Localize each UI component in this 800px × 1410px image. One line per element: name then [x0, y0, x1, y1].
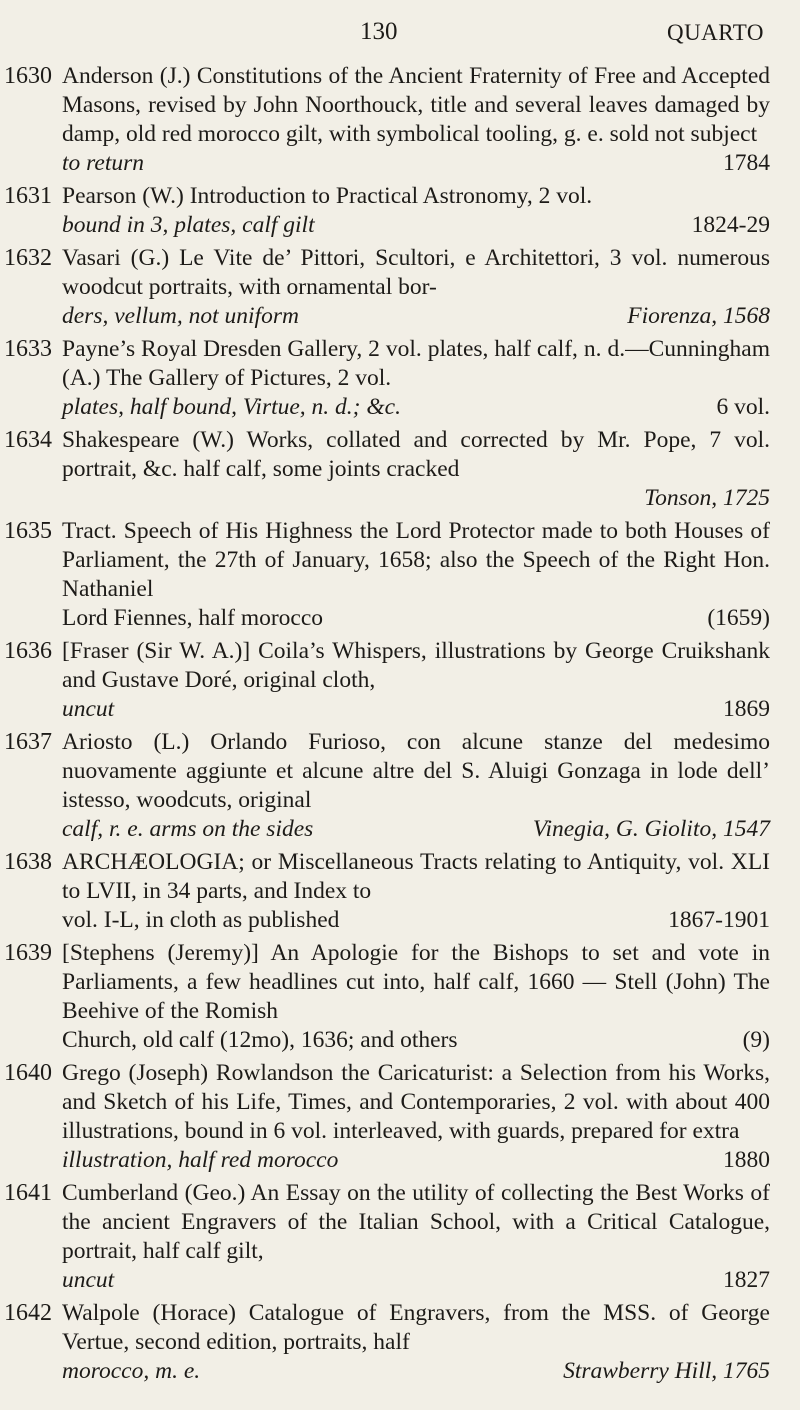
lot-number: 1630	[4, 63, 52, 89]
lot-number: 1633	[4, 336, 52, 362]
lot-description	[62, 517, 770, 633]
lot-text: Pearson (W.) Introduction to Practical Astronomy, 2 vol.	[62, 183, 593, 209]
lot-tail: calf, r. e. arms on the sides	[62, 816, 314, 842]
lot-number: 1638	[4, 849, 52, 875]
lot-date: 1880	[723, 1147, 770, 1173]
running-head: QUARTO	[666, 20, 764, 45]
lot-number: 1637	[4, 729, 52, 755]
catalogue-entry	[0, 335, 800, 422]
lot-description	[62, 182, 770, 240]
catalogue-entry	[0, 182, 800, 240]
lot-imprint: Strawberry Hill, 1765	[563, 1358, 770, 1384]
catalogue-entry	[0, 244, 800, 331]
lot-tail: illustration, half red morocco	[62, 1147, 339, 1173]
lot-date: 1867-1901	[668, 907, 770, 933]
lot-description	[62, 848, 770, 935]
catalogue-entry	[0, 426, 800, 513]
lot-description	[62, 62, 770, 178]
lot-date: 6 vol.	[716, 394, 770, 420]
lot-text: Anderson (J.) Constitutions of the Ancient Fraternity of Free and Accepted Masons, revised by John Noorthouck, title and several leaves damaged by damp, old red morocco gilt, with symbolical tooling, g. e. sold not subject	[62, 63, 770, 147]
lot-text: Walpole (Horace) Catalogue of Engravers, from the MSS. of George Vertue, second edition, portraits, half	[62, 1300, 770, 1355]
lot-imprint: Fiorenza, 1568	[627, 303, 770, 329]
lot-text: Tract. Speech of His Highness the Lord Protector made to both Houses of Parliament, the 27th of January, 1658; also the Speech of the Right Hon. Nathaniel	[62, 518, 770, 602]
lot-description	[62, 637, 770, 724]
catalogue-entry	[0, 1179, 800, 1295]
lot-text: Cumberland (Geo.) An Essay on the utility of collecting the Best Works of the ancient Engravers of the Italian School, with a Critical Catalogue, portrait, half calf gilt,	[62, 1180, 770, 1264]
catalogue-entries	[0, 62, 800, 1390]
lot-date: 1869	[723, 696, 770, 722]
lot-number: 1632	[4, 245, 52, 271]
lot-text: Ariosto (L.) Orlando Furioso, con alcune stanze del medesimo nuovamente aggiunte et alcune altre del S. Aluigi Gonzaga in lode dell’ istesso, woodcuts, original	[62, 729, 770, 813]
lot-date: 1827	[723, 1267, 770, 1293]
lot-description	[62, 1179, 770, 1295]
catalogue-entry	[0, 637, 800, 724]
lot-description	[62, 939, 770, 1055]
page-number: 130	[360, 18, 398, 45]
catalogue-entry	[0, 728, 800, 844]
lot-text: Grego (Joseph) Rowlandson the Caricaturist: a Selection from his Works, and Sketch of his Life, Times, and Contemporaries, 2 vol. with about 400 illustrations, bound in 6 vol. interleaved, with guards, prepared for extra	[62, 1060, 770, 1144]
lot-text: Shakespeare (W.) Works, collated and corrected by Mr. Pope, 7 vol. portrait, &c. half calf, some joints cracked	[62, 427, 770, 482]
lot-number: 1641	[4, 1180, 52, 1206]
catalogue-entry	[0, 939, 800, 1055]
lot-text: Payne’s Royal Dresden Gallery, 2 vol. plates, half calf, n. d.—Cunningham (A.) The Gallery of Pictures, 2 vol.	[62, 336, 770, 391]
catalogue-entry	[0, 1299, 800, 1386]
lot-number: 1631	[4, 183, 52, 209]
catalogue-entry	[0, 517, 800, 633]
lot-text: [Stephens (Jeremy)] An Apologie for the Bishops to set and vote in Parliaments, a few headlines cut into, half calf, 1660 — Stell (John) The Beehive of the Romish	[62, 940, 770, 1024]
lot-description	[62, 335, 770, 422]
lot-description	[62, 244, 770, 331]
catalogue-entry	[0, 848, 800, 935]
lot-tail: to return	[62, 150, 145, 176]
lot-number: 1642	[4, 1300, 52, 1326]
lot-text: [Fraser (Sir W. A.)] Coila’s Whispers, illustrations by George Cruikshank and Gustave Doré, original cloth,	[62, 638, 770, 693]
lot-imprint: Vinegia, G. Giolito, 1547	[532, 816, 770, 842]
lot-description	[62, 1059, 770, 1175]
lot-date: 1824-29	[691, 212, 770, 238]
lot-description	[62, 728, 770, 844]
lot-date: (1659)	[707, 605, 770, 631]
lot-number: 1639	[4, 940, 52, 966]
lot-description	[62, 1299, 770, 1386]
lot-tail: vol. I-L, in cloth as published	[62, 907, 340, 933]
lot-number: 1634	[4, 427, 52, 453]
lot-description	[62, 426, 770, 513]
lot-tail: uncut	[62, 696, 115, 722]
page-header	[0, 18, 800, 54]
lot-tail: ders, vellum, not uniform	[62, 303, 299, 329]
lot-tail: morocco, m. e.	[62, 1358, 201, 1384]
lot-number: 1636	[4, 638, 52, 664]
lot-tail: Church, old calf (12mo), 1636; and others	[62, 1027, 458, 1053]
lot-tail: uncut	[62, 1267, 115, 1293]
lot-tail: bound in 3, plates, calf gilt	[62, 212, 315, 238]
lot-imprint: Tonson, 1725	[644, 485, 770, 511]
lot-tail: Lord Fiennes, half morocco	[62, 605, 324, 631]
lot-tail: plates, half bound, Virtue, n. d.; &c.	[62, 394, 401, 420]
lot-number: 1635	[4, 518, 52, 544]
lot-date: 1784	[723, 150, 770, 176]
lot-text: ARCHÆOLOGIA; or Miscellaneous Tracts relating to Antiquity, vol. XLI to LVII, in 34 parts, and Index to	[62, 849, 770, 904]
catalogue-entry	[0, 62, 800, 178]
lot-text: Vasari (G.) Le Vite de’ Pittori, Scultori, e Architettori, 3 vol. numerous woodcut portraits, with ornamental bor-	[62, 245, 770, 300]
catalogue-entry	[0, 1059, 800, 1175]
lot-number: 1640	[4, 1060, 52, 1086]
lot-date: (9)	[742, 1027, 770, 1053]
